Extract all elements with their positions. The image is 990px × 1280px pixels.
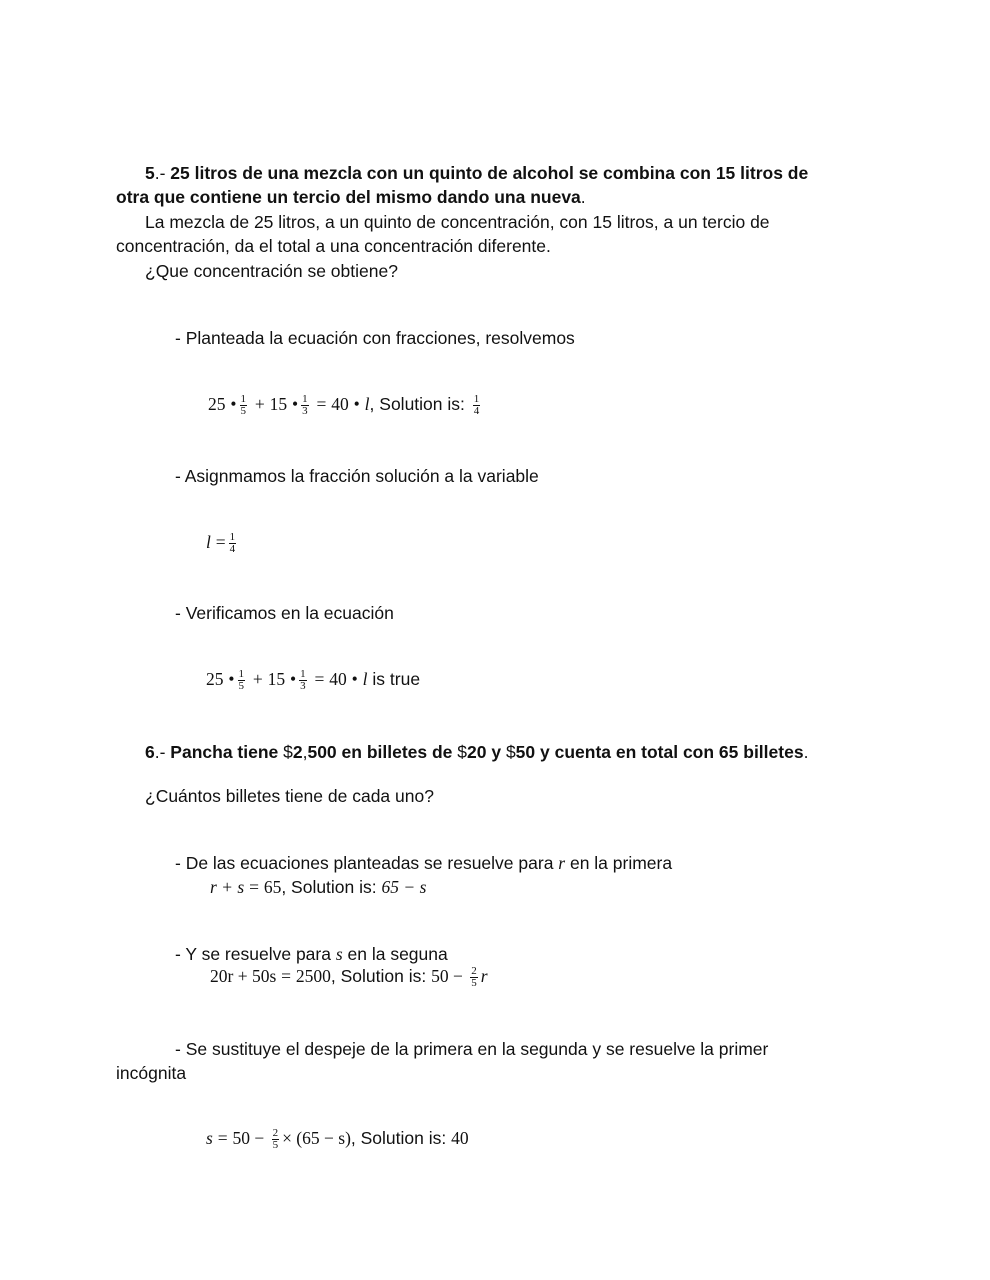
problem5-text-line1: La mezcla de 25 litros, a un quinto de concentración, con 15 litros, a un tercio de — [145, 212, 770, 232]
problem6-equation2: 20r + 50s = 2500, Solution is: 50 − $\frac{2}{5}$ r — [210, 965, 488, 989]
problem5-text-line2: concentración, da el total a una concentración diferente. — [116, 236, 551, 256]
fraction: $\frac{2}{5}$ — [471, 965, 477, 989]
problem5-statement-2: otra que contiene un tercio del mismo dando una nueva — [116, 187, 581, 207]
problem6-number: 6 — [145, 742, 155, 762]
problem5-equation3: 25 • $\frac{1}{5}$ + 15 • $\frac{1}{3}$ = 40 • l is true — [206, 668, 421, 692]
problem6-step3-line1: - Se sustituye el despeje de la primera en la segunda y se resuelve la primer — [175, 1039, 769, 1059]
problem5-step3: - Verificamos en la ecuación — [175, 603, 394, 623]
fraction: $\frac{1}{3}$ — [300, 668, 306, 692]
problem5-equation2: l = $\frac{1}{4}$ — [206, 531, 236, 555]
fraction: $\frac{1}{3}$ — [302, 393, 308, 417]
problem5-number: 5 — [145, 163, 155, 183]
problem5-statement-1: 25 litros de una mezcla con un quinto de alcohol se combina con 15 litros de — [170, 163, 809, 183]
fraction: $\frac{2}{5}$ — [272, 1127, 279, 1151]
problem6-step3-line2: incógnita — [116, 1063, 187, 1083]
problem5-equation1: 25 • $\frac{1}{5}$ + 15 • $\frac{1}{3}$ = 40 • l, Solution is: $\frac{1}{4}$ — [208, 393, 480, 417]
problem5-question: ¿Que concentración se obtiene? — [145, 261, 398, 281]
problem5-sep: .- — [154, 163, 171, 183]
problem6-question: ¿Cuántos billetes tiene de cada uno? — [145, 786, 434, 806]
problem5-statement-line1 — [145, 163, 808, 184]
problem6-equation1: r + s = 65, Solution is: 65 − s — [210, 877, 427, 897]
fraction: $\frac{1}{4}$ — [473, 393, 480, 417]
problem5-statement-line2 — [116, 187, 586, 208]
problem6-step1: - De las ecuaciones planteadas se resuelve para r en la primera — [175, 853, 673, 873]
problem6-equation3: s = 50 − $\frac{2}{5}$ × (65 − s), Solution is: 40 — [206, 1127, 469, 1151]
problem5-step2: - Asignmamos la fracción solución a la variable — [175, 466, 539, 486]
fraction: $\frac{1}{5}$ — [238, 668, 245, 692]
fraction: $\frac{1}{4}$ — [229, 531, 236, 555]
problem6-step2: - Y se resuelve para s en la seguna — [175, 944, 448, 964]
problem5-statement-end: . — [580, 187, 586, 207]
fraction: $\frac{1}{5}$ — [240, 393, 247, 417]
problem6-statement: 6.- Pancha tiene $2,500 en billetes de $20 y $50 y cuenta en total con 65 billetes. — [145, 742, 809, 762]
problem5-step1: - Planteada la ecuación con fracciones, resolvemos — [175, 328, 575, 348]
